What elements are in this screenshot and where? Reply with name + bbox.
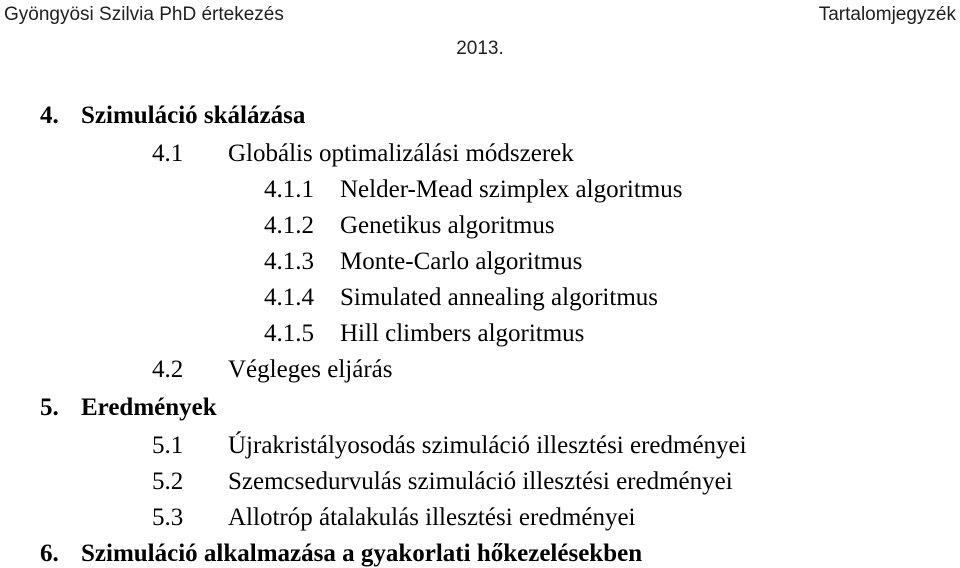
header-section-title: Tartalomjegyzék (818, 4, 956, 25)
toc-entry-number: 4.1.4 (264, 284, 314, 311)
toc-entry-title: Hill climbers algoritmus (340, 320, 585, 347)
toc-entry-title: Végleges eljárás (228, 356, 393, 383)
toc-entry-title: Szimuláció alkalmazása a gyakorlati hőkezelésekben (81, 540, 643, 567)
toc-entry-title: Allotróp átalakulás illesztési eredményei (228, 504, 636, 531)
toc-entry-title: Eredmények (81, 394, 217, 421)
toc-entry-title: Monte-Carlo algoritmus (340, 248, 583, 275)
toc-entry-number: 5.1 (152, 432, 184, 459)
toc-entry-number: 4.1.3 (264, 248, 314, 275)
toc-entry-number: 4. (40, 102, 59, 129)
toc-entry-number: 6. (40, 540, 59, 567)
toc-entry-number: 5.3 (152, 504, 184, 531)
toc-entry-number: 4.1.2 (264, 212, 314, 239)
header-year: 2013. (456, 38, 504, 59)
toc-entry-number: 5. (40, 394, 59, 421)
toc-entry-title: Szemcsedurvulás szimuláció illesztési eredményei (228, 468, 733, 495)
toc-entry-title: Szimuláció skálázása (81, 102, 306, 129)
toc-entry-number: 4.1 (152, 140, 184, 167)
toc-entry-title: Globális optimalizálási módszerek (228, 140, 574, 167)
toc-entry-title: Genetikus algoritmus (340, 212, 555, 239)
header-author-title: Gyöngyösi Szilvia PhD értekezés (4, 4, 284, 25)
toc-entry-title: Újrakristályosodás szimuláció illesztési eredményei (228, 432, 747, 459)
toc-entry-number: 5.2 (152, 468, 184, 495)
toc-entry-number: 4.2 (152, 356, 184, 383)
toc-entry-number: 4.1.5 (264, 320, 314, 347)
toc-entry-title: Simulated annealing algoritmus (340, 284, 658, 311)
toc-entry-title: Nelder-Mead szimplex algoritmus (340, 176, 683, 203)
toc-entry-number: 4.1.1 (264, 176, 314, 203)
